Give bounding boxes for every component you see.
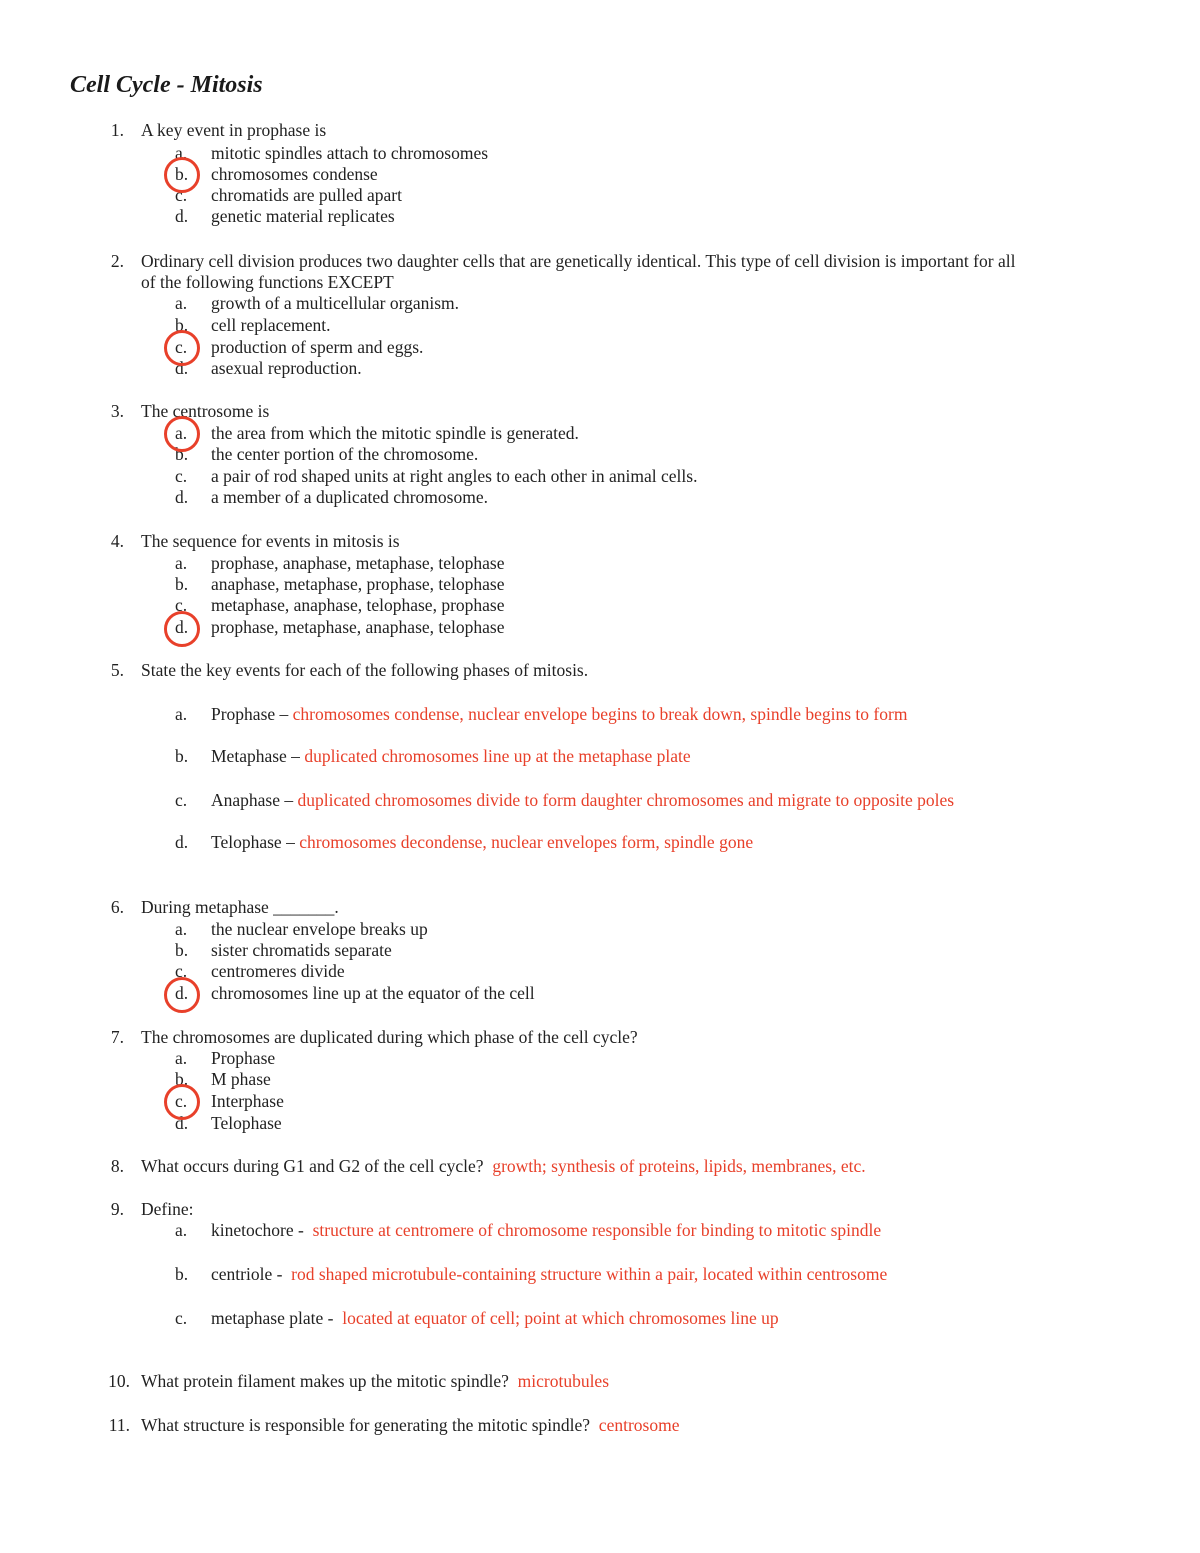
- phase-item: c. Anaphase – duplicated chromosomes divide to form daughter chromosomes and migrate to opposite poles: [175, 790, 955, 810]
- answer-text: chromosomes condense, nuclear envelope begins to break down, spindle begins to form: [292, 704, 908, 724]
- option: b. cell replacement.: [175, 315, 331, 335]
- answer-text: duplicated chromosomes line up at the metaphase plate: [304, 746, 691, 766]
- answer-text: chromosomes decondense, nuclear envelopes form, spindle gone: [299, 832, 754, 852]
- option: d. a member of a duplicated chromosome.: [175, 487, 488, 507]
- question-text: A key event in prophase is: [141, 120, 327, 140]
- answer-text: located at equator of cell; point at which chromosomes line up: [342, 1308, 779, 1328]
- option: d. genetic material replicates: [175, 206, 395, 226]
- option: a. prophase, anaphase, metaphase, telophase: [175, 553, 505, 573]
- worksheet-page: Cell Cycle - Mitosis 1. A key event in prophase is a. mitotic spindles attach to chromosomes b. chromosomes condense c. chromatids are pulled apart d. genetic material replicates 2. Ordinary cell division produces two daughter cells that are genetically identical. This type of cell division is important for all of the following functions EXCEPT a. growth of a multicellular organism. b. cell replacement. c. production of sperm and eggs. d. asexual reproduction. 3. The centrosome is a. the area from which the mitotic spindle is generated. b. the center portion of the chromosome. c. a pair of rod shaped units at right angles to each other in animal cells. d. a member of a duplicated chromosome. 4. The sequence for events in mitosis is a. prophase, anaphase, metaphase, telophase b. anaphase, metaphase, prophase, telophase c. metaphase, anaphase, telophase, prophase d. prophase, metaphase, anaphase, telophase 5. State the key events for each of the following phases of mitosis. a. Prophase – chromosomes condense, nuclear envelope begins to break down, spindle begins to form b. Metaphase – duplicated chromosomes line up at the metaphase plate c. Anaphase – duplicated chromosomes divide to form daughter chromosomes and migrate to opposite poles d. Telophase – chromosomes decondense, nuclear envelopes form, spindle gone 6. During metaphase _______. a. the nuclear envelope breaks up b. sister chromatids separate c. centromeres divide d. chromosomes line up at the equator of the cell 7. The chromosomes are duplicated during which phase of the cell cycle? a. Prophase b. M phase c. Interphase d. Telophase 8. What occurs during G1 and G2 of the cell cycle? growth; synthesis of proteins, lipids, membranes, etc. 9. Define: a. kinetochore - structure at centromere of chromosome responsible for binding to mitotic spindle b. centriole - rod shaped microtubule-containing structure within a pair, located within centrosome c. metaphase plate - located at equator of cell; point at which chromosomes line up 10. What protein filament makes up the mitotic spindle? microtubules 11. What structure is responsible for generating the mitotic spindle? centrosome: [70, 72, 1016, 1435]
- option: d. chromosomes line up at the equator of the cell: [175, 983, 535, 1003]
- option: c. a pair of rod shaped units at right angles to each other in animal cells.: [175, 466, 698, 486]
- option: d. prophase, metaphase, anaphase, telophase: [175, 617, 505, 637]
- phase-item: a. Prophase – chromosomes condense, nuclear envelope begins to break down, spindle begins to form: [175, 704, 908, 724]
- option: c. Interphase: [175, 1091, 284, 1111]
- option: c. chromatids are pulled apart: [175, 185, 402, 205]
- option: b. anaphase, metaphase, prophase, telophase: [175, 574, 505, 594]
- answer-text: rod shaped microtubule-containing structure within a pair, located within centrosome: [291, 1264, 888, 1284]
- option: b. chromosomes condense: [175, 164, 378, 184]
- option: b. M phase: [175, 1069, 271, 1089]
- option: a. the area from which the mitotic spindle is generated.: [175, 423, 579, 443]
- option: b. the center portion of the chromosome.: [175, 444, 479, 464]
- option: a. Prophase: [175, 1048, 276, 1068]
- option: a. growth of a multicellular organism.: [175, 293, 460, 313]
- definition-item: a. kinetochore - structure at centromere of chromosome responsible for binding to mitotic spindle: [175, 1220, 882, 1240]
- answer-text: microtubules: [517, 1371, 610, 1391]
- option: d. asexual reproduction.: [175, 358, 362, 378]
- phase-item: d. Telophase – chromosomes decondense, nuclear envelopes form, spindle gone: [175, 832, 754, 852]
- answer-text: structure at centromere of chromosome responsible for binding to mitotic spindle: [312, 1220, 882, 1240]
- definition-item: c. metaphase plate - located at equator of cell; point at which chromosomes line up: [175, 1308, 779, 1328]
- question-number: 1.: [110, 120, 124, 140]
- page-title: Cell Cycle - Mitosis: [70, 72, 263, 98]
- answer-text: growth; synthesis of proteins, lipids, membranes, etc.: [492, 1156, 866, 1176]
- option: b. sister chromatids separate: [175, 940, 392, 960]
- option: c. metaphase, anaphase, telophase, prophase: [175, 595, 505, 615]
- option: a. the nuclear envelope breaks up: [175, 919, 428, 939]
- option: c. centromeres divide: [175, 961, 345, 981]
- option: a. mitotic spindles attach to chromosomes: [175, 143, 489, 163]
- option: d. Telophase: [175, 1113, 282, 1133]
- definition-item: b. centriole - rod shaped microtubule-containing structure within a pair, located within centrosome: [175, 1264, 888, 1284]
- option: c. production of sperm and eggs.: [175, 337, 424, 357]
- answer-text: centrosome: [598, 1415, 680, 1435]
- phase-item: b. Metaphase – duplicated chromosomes line up at the metaphase plate: [175, 746, 691, 766]
- answer-text: duplicated chromosomes divide to form daughter chromosomes and migrate to opposite poles: [297, 790, 955, 810]
- question-text-cont: of the following functions EXCEPT: [141, 272, 394, 292]
